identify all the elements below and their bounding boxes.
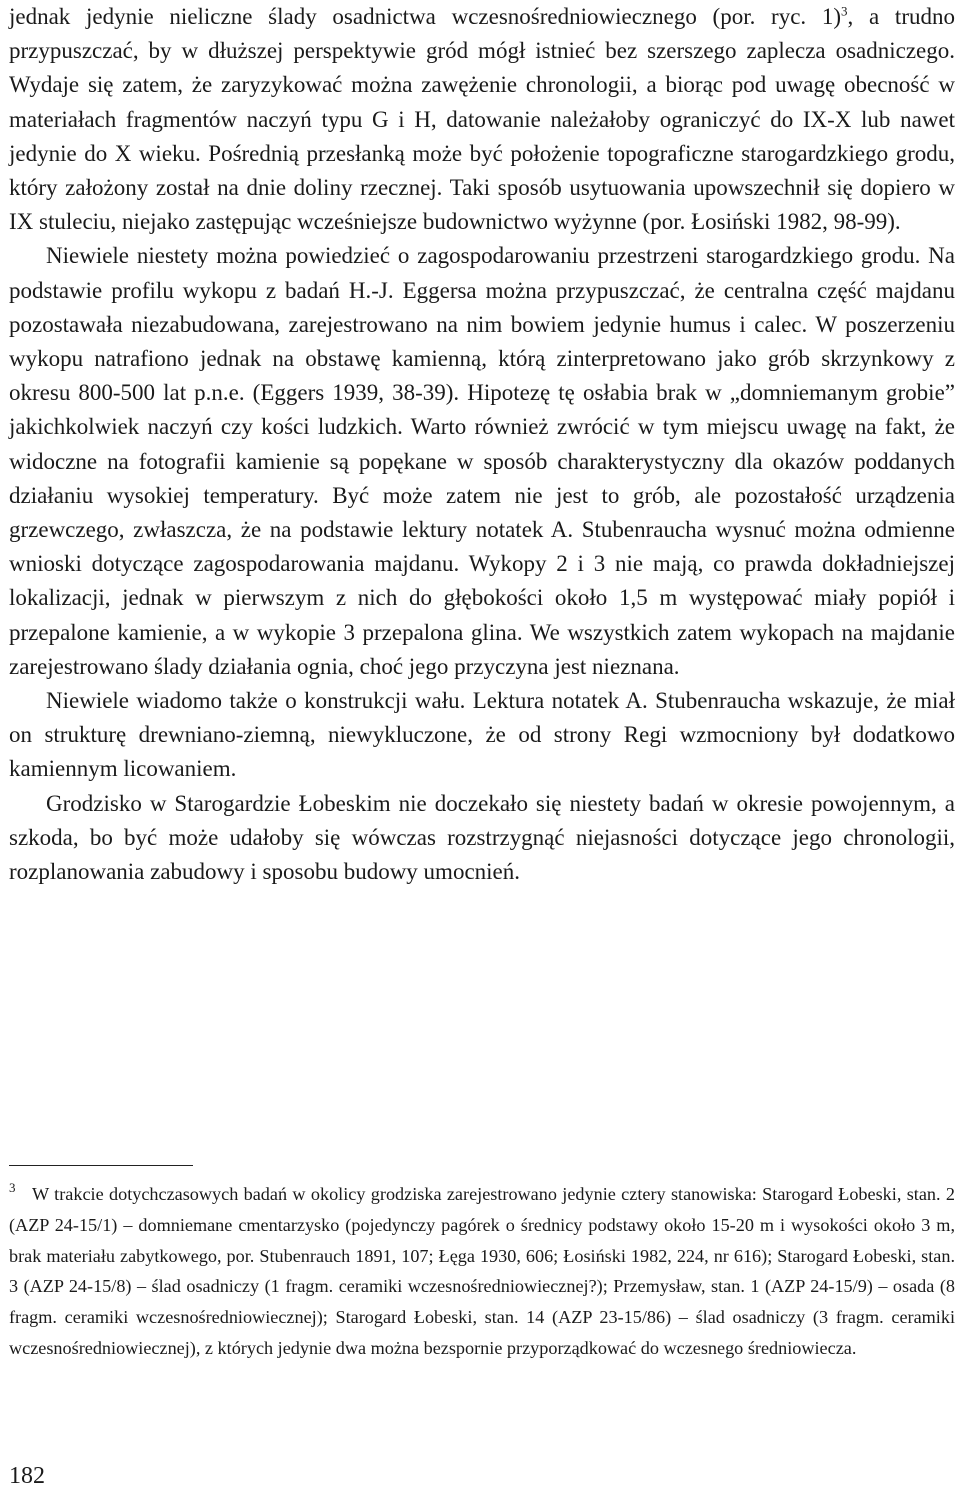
- footnote-number: 3: [9, 1180, 16, 1195]
- paragraph-1-text-after-ref: , a trudno przypuszczać, by w dłuższej perspektywie gród mógł istnieć bez szerszego zaplecza osadniczego. Wydaje się zatem, że zaryzykować można zawężenie chronologii, a biorąc pod uwagę obecność w materiałach fragmentów naczyń typu G i H, datowanie należałoby ograniczyć do IX-X lub nawet jedynie do X wieku. Pośrednią przesłanką może być położenie topograficzne starogardzkiego grodu, który założony został na dnie doliny rzecznej. Taki sposób usytuowania upowszechnił się dopiero w IX stuleciu, niejako zastępując wcześniejsze budownictwo wyżynne (por. Łosiński 1982, 98-99).: [9, 4, 955, 235]
- paragraph-1-text-before-ref: jednak jedynie nieliczne ślady osadnictwa wczesnośredniowiecznego (por. ryc. 1): [9, 4, 842, 29]
- footnote-reference[interactable]: 3: [841, 3, 848, 19]
- main-text: [9, 0, 955, 889]
- paragraph-2: Niewiele niestety można powiedzieć o zagospodarowaniu przestrzeni starogardzkiego grodu. Na podstawie profilu wykopu z badań H.-J. Eggersa można przypuszczać, że centralna część majdanu pozostawała niezabudowana, zarejestrowano na nim bowiem jedynie humus i calec. W poszerzeniu wykopu natrafiono jednak na obstawę kamienną, którą zinterpretowano jako grób skrzynkowy z okresu 800-500 lat p.n.e. (Eggers 1939, 38-39). Hipotezę tę osłabia brak w „domniemanym grobie” jakichkolwiek naczyń czy kości ludzkich. Warto również zwrócić w tym miejscu uwagę na fakt, że widoczne na fotografii kamienie są popękane w sposób charakterystyczny dla okazów poddanych działaniu wysokiej temperatury. Być może zatem nie jest to grób, ale pozostałość urządzenia grzewczego, zwłaszcza, że na podstawie lektury notatek A. Stubenraucha wysnuć można odmienne wnioski dotyczące zagospodarowania majdanu. Wykopy 2 i 3 nie mają, co prawda dokładniejszej lokalizacji, jednak w pierwszym z nich do głębokości około 1,5 m występować miały popiół i przepalone kamienie, a w wykopie 3 przepalona glina. We wszystkich zatem wykopach na majdanie zarejestrowano ślady działania ognia, choć jego przyczyna jest nieznana.: [9, 243, 955, 679]
- footnote-text: W trakcie dotychczasowych badań w okolicy grodziska zarejestrowano jedynie cztery stanowiska: Starogard Łobeski, stan. 2 (AZP 24-15/1) – domniemane cmentarzysko (pojedynczy pagórek o średnicy podstawy około 15-20 m i wysokości około 3 m, brak materiału zabytkowego, por. Stubenrauch 1891, 107; Łęga 1930, 606; Łosiński 1982, 224, nr 616); Starogard Łobeski, stan. 3 (AZP 24-15/8) – ślad osadniczy (1 fragm. ceramiki wczesnośredniowiecznej?); Przemysław, stan. 1 (AZP 24-15/9) – osada (8 fragm. ceramiki wczesnośredniowiecznej); Starogard Łobeski, stan. 14 (AZP 23-15/86) – ślad osadniczy (3 fragm. ceramiki wczesnośredniowiecznej), z których jedynie dwa można bezspornie przyporządkować do wczesnego średniowiecza.: [9, 1184, 955, 1358]
- page-body: [9, 0, 955, 889]
- page-number: 182: [9, 1463, 45, 1489]
- footnote: [9, 1179, 955, 1364]
- paragraph-1: [9, 0, 955, 239]
- paragraph-3: Niewiele wiadomo także o konstrukcji wału. Lektura notatek A. Stubenraucha wskazuje, że miał on strukturę drewniano-ziemną, niewykluczone, że od strony Regi wzmocniony był dodatkowo kamiennym licowaniem.: [9, 688, 955, 782]
- paragraph-4: Grodzisko w Starogardzie Łobeskim nie doczekało się niestety badań w okresie powojennym, a szkoda, bo być może udałoby się wówczas rozstrzygnąć niejasności dotyczące jego chronologii, rozplanowania zabudowy i sposobu budowy umocnień.: [9, 790, 955, 885]
- footnote-separator: [9, 1165, 193, 1166]
